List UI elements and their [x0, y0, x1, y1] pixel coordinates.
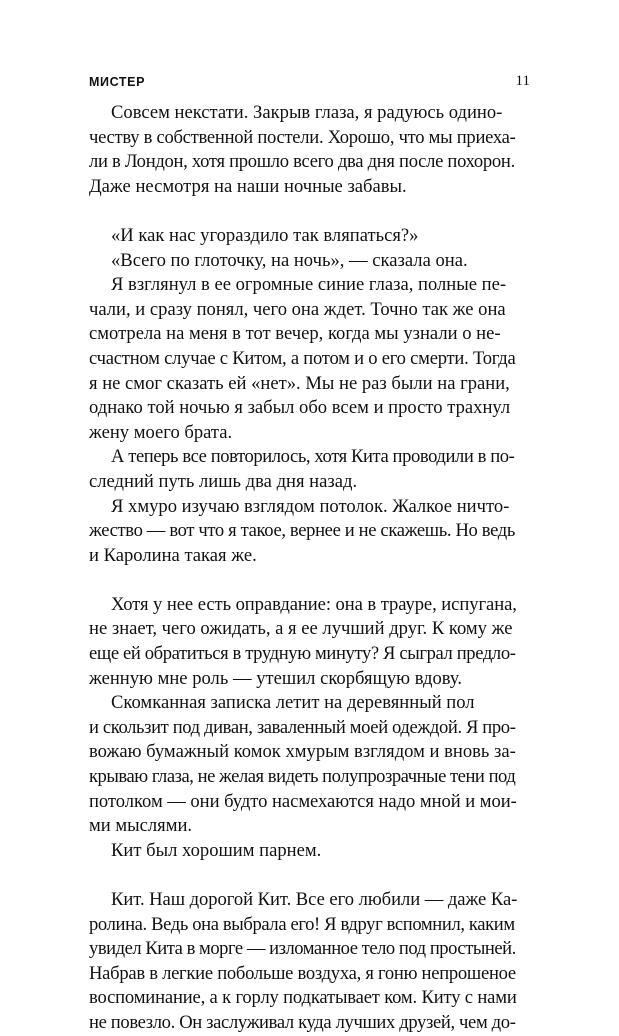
text-line: жество — вот что я такое, вернее и не скажешь. Но ведь — [89, 520, 515, 542]
text-line: однако той ночью я забыл обо всем и просто трахнул — [89, 397, 511, 419]
text-line: ми мыслями. — [89, 815, 193, 837]
paragraph-gap — [89, 863, 517, 888]
text-line: Скомканная записка летит на деревянный пол — [111, 692, 475, 714]
text-line: смотрела на меня в тот вечер, когда мы узнали о не- — [89, 323, 501, 345]
text-line: А теперь все повторилось, хотя Кита проводили в по- — [111, 446, 515, 468]
text-line: Я хмуро изучаю взглядом потолок. Жалкое ничто- — [111, 495, 510, 517]
text-line: женную мне роль — утешил скорбящую вдову. — [89, 667, 463, 689]
running-title: МИСТЕР — [89, 75, 146, 89]
text-line: и Каролина такая же. — [89, 544, 257, 566]
paragraph-gap — [89, 199, 517, 224]
text-line: Совсем некстати. Закрыв глаза, я радуюсь одино- — [111, 102, 503, 123]
text-line: крываю глаза, не желая видеть полупрозрачные тени под — [89, 766, 516, 788]
text-line: увидел Кита в морге — изломанное тело под простыней. — [89, 938, 516, 960]
text-line: не знает, чего ожидать, а я ее лучший друг. К кому же — [89, 618, 513, 640]
text-line: честву в собственной постели. Хорошо, что мы приеха- — [89, 126, 516, 148]
text-line: следний путь лишь два дня назад. — [89, 470, 358, 492]
text-line: Хотя у нее есть оправдание: она в трауре, испугана, — [111, 593, 517, 615]
text-line: жену моего брата. — [89, 421, 233, 443]
page-number: 11 — [515, 73, 530, 89]
text-line: ли в Лондон, хотя прошло всего два дня после похорон. — [89, 151, 515, 173]
text-line: потолком — они будто насмехаются надо мной и мои- — [89, 790, 517, 812]
text-line: воспоминание, а к горлу подкатывает ком. Киту с нами — [89, 987, 517, 1009]
text-line: вожаю бумажный комок хмурым взглядом и вновь за- — [89, 741, 516, 763]
paragraph-gap — [89, 568, 517, 593]
text-line: и скользит под диван, заваленный моей одеждой. Я про- — [89, 716, 516, 738]
text-line: счастном случае с Китом, а потом и о его смерти. Тогда — [89, 347, 516, 369]
text-line: Я взглянул в ее огромные синие глаза, полные пе- — [111, 274, 507, 296]
body-text — [89, 101, 517, 1036]
text-line: Даже несмотря на наши ночные забавы. — [89, 175, 407, 197]
text-line: не повезло. Он заслуживал куда лучших друзей, чем до- — [89, 1011, 516, 1033]
text-line: чали, и сразу понял, чего она ждет. Точно так же она — [89, 298, 506, 320]
text-line: «И как нас угораздило так вляпаться?» — [111, 224, 419, 246]
text-line: Кит был хорошим парнем. — [111, 839, 322, 861]
text-line: я не смог сказать ей «нет». Мы не раз были на грани, — [89, 372, 510, 394]
text-line: Набрав в легкие побольше воздуха, я гоню непрошеное — [89, 962, 516, 984]
text-line: «Всего по глоточку, на ночь», — сказала она. — [111, 249, 468, 271]
text-line: ролина. Ведь она выбрала его! Я вдруг вспомнил, каким — [89, 913, 515, 935]
text-line: еще ей обратиться в трудную минуту? Я сыграл предло- — [89, 643, 516, 665]
text-line: Кит. Наш дорогой Кит. Все его любили — даже Ка- — [111, 889, 518, 910]
